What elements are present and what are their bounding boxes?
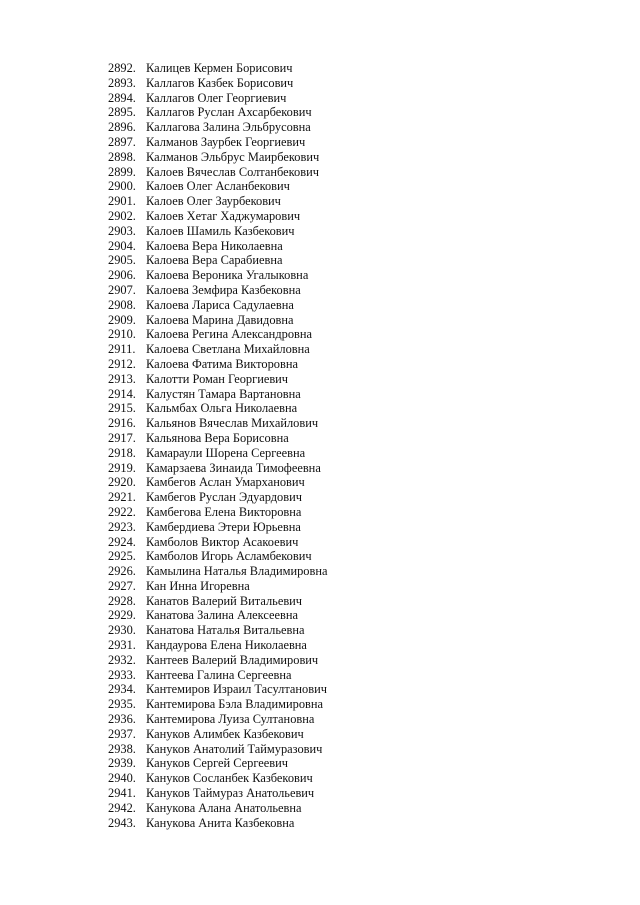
- entry-name: Кануков Анатолий Таймуразович: [146, 741, 323, 756]
- entry-name: Кан Инна Игоревна: [146, 578, 250, 593]
- entry-number: 2911.: [108, 342, 136, 357]
- entry-name: Калоев Вячеслав Солтанбекович: [146, 164, 319, 179]
- list-item: [108, 682, 327, 697]
- list-item: [108, 194, 327, 209]
- list-item: [108, 224, 327, 239]
- entry-number: 2912.: [108, 356, 136, 371]
- entry-number: 2909.: [108, 312, 136, 327]
- list-item: [108, 61, 327, 76]
- list-item: [108, 638, 327, 653]
- list-item: [108, 579, 327, 594]
- name-list: [108, 61, 327, 830]
- entry-number: 2892.: [108, 61, 136, 75]
- entry-name: Кальянов Вячеслав Михайлович: [146, 416, 319, 431]
- entry-name: Канатова Наталья Витальевна: [146, 623, 305, 638]
- entry-number: 2928.: [108, 593, 136, 608]
- list-item: [108, 446, 327, 461]
- entry-number: 2901.: [108, 194, 136, 209]
- entry-number: 2943.: [108, 815, 136, 830]
- entry-number: 2910.: [108, 327, 136, 342]
- entry-number: 2938.: [108, 741, 136, 756]
- entry-name: Калоева Регина Александровна: [146, 327, 312, 342]
- entry-number: 2903.: [108, 223, 136, 238]
- list-item: [108, 401, 327, 416]
- entry-name: Калицев Кермен Борисович: [146, 61, 293, 75]
- entry-name: Кануков Сосланбек Казбекович: [146, 771, 313, 786]
- entry-number: 2930.: [108, 623, 136, 638]
- list-item: [108, 416, 327, 431]
- entry-name: Кантемиров Израил Тасултанович: [146, 682, 327, 697]
- entry-name: Калоев Олег Асланбекович: [146, 179, 290, 194]
- entry-name: Калоева Вера Николаевна: [146, 238, 283, 253]
- entry-name: Кантеева Галина Сергеевна: [146, 667, 292, 682]
- list-item: [108, 801, 327, 816]
- list-item: [108, 623, 327, 638]
- entry-name: Камбердиева Этери Юрьевна: [146, 519, 301, 534]
- entry-name: Кануков Алимбек Казбекович: [146, 726, 304, 741]
- entry-name: Канатов Валерий Витальевич: [146, 593, 303, 608]
- entry-name: Кантемирова Бэла Владимировна: [146, 697, 324, 712]
- list-item: [108, 342, 327, 357]
- entry-number: 2929.: [108, 608, 136, 623]
- entry-number: 2923.: [108, 519, 136, 534]
- entry-name: Кантеев Валерий Владимирович: [146, 652, 319, 667]
- entry-number: 2896.: [108, 120, 136, 135]
- entry-name: Калоев Олег Заурбекович: [146, 194, 281, 209]
- entry-number: 2931.: [108, 638, 136, 653]
- entry-name: Калоев Хетаг Хаджумарович: [146, 208, 301, 223]
- list-item: [108, 771, 327, 786]
- list-item: [108, 535, 327, 550]
- entry-name: Кальмбах Ольга Николаевна: [146, 401, 298, 416]
- entry-number: 2921.: [108, 490, 136, 505]
- entry-number: 2924.: [108, 534, 136, 549]
- list-item: [108, 209, 327, 224]
- entry-name: Калоева Земфира Казбековна: [146, 282, 301, 297]
- list-item: [108, 668, 327, 683]
- list-item: [108, 105, 327, 120]
- list-item: [108, 313, 327, 328]
- entry-number: 2907.: [108, 282, 136, 297]
- entry-number: 2914.: [108, 386, 136, 401]
- entry-name: Каллагов Казбек Борисович: [146, 75, 294, 90]
- entry-name: Камбегов Руслан Эдуардович: [146, 490, 302, 505]
- entry-name: Кануков Сергей Сергеевич: [146, 756, 288, 771]
- entry-name: Калоев Шамиль Казбекович: [146, 223, 295, 238]
- entry-number: 2899.: [108, 164, 136, 179]
- entry-name: Кантемирова Луиза Султановна: [146, 712, 315, 727]
- list-item: [108, 283, 327, 298]
- entry-name: Калоева Лариса Садулаевна: [146, 297, 294, 312]
- entry-number: 2934.: [108, 682, 136, 697]
- entry-number: 2905.: [108, 253, 136, 268]
- entry-number: 2925.: [108, 549, 136, 564]
- entry-name: Кальянова Вера Борисовна: [146, 430, 289, 445]
- entry-name: Калоева Вероника Угалыковна: [146, 268, 309, 283]
- entry-number: 2918.: [108, 445, 136, 460]
- entry-name: Калотти Роман Георгиевич: [146, 371, 289, 386]
- entry-name: Калманов Эльбрус Маирбекович: [146, 149, 320, 164]
- entry-number: 2913.: [108, 371, 136, 386]
- list-item: [108, 357, 327, 372]
- entry-name: Калоева Марина Давидовна: [146, 312, 294, 327]
- list-item: [108, 431, 327, 446]
- entry-number: 2939.: [108, 756, 136, 771]
- list-item: [108, 594, 327, 609]
- list-item: [108, 756, 327, 771]
- entry-name: Канукова Алана Анатольевна: [146, 800, 302, 815]
- list-item: [108, 253, 327, 268]
- entry-number: 2936.: [108, 712, 136, 727]
- entry-name: Калустян Тамара Вартановна: [146, 386, 301, 401]
- list-item: [108, 179, 327, 194]
- entry-number: 2932.: [108, 652, 136, 667]
- list-item: [108, 727, 327, 742]
- entry-name: Камбегов Аслан Умарханович: [146, 475, 305, 490]
- list-item: [108, 564, 327, 579]
- entry-number: 2919.: [108, 460, 136, 475]
- list-item: [108, 520, 327, 535]
- entry-name: Камбегова Елена Викторовна: [146, 504, 302, 519]
- entry-name: Камараули Шорена Сергеевна: [146, 445, 306, 460]
- entry-name: Камылина Наталья Владимировна: [146, 564, 328, 579]
- entry-number: 2902.: [108, 208, 136, 223]
- entry-number: 2926.: [108, 564, 136, 579]
- list-item: [108, 268, 327, 283]
- list-item: [108, 786, 327, 801]
- entry-name: Калманов Заурбек Георгиевич: [146, 134, 306, 149]
- list-item: [108, 490, 327, 505]
- entry-name: Канукова Анита Казбековна: [146, 815, 295, 830]
- entry-name: Калоева Вера Сарабиевна: [146, 253, 283, 268]
- list-item: [108, 372, 327, 387]
- entry-number: 2900.: [108, 179, 136, 194]
- entry-number: 2922.: [108, 504, 136, 519]
- list-item: [108, 135, 327, 150]
- entry-number: 2942.: [108, 800, 136, 815]
- entry-name: Каллагов Олег Георгиевич: [146, 90, 287, 105]
- entry-number: 2916.: [108, 416, 136, 431]
- entry-name: Камболов Виктор Асакоевич: [146, 534, 299, 549]
- list-item: [108, 120, 327, 135]
- entry-number: 2906.: [108, 268, 136, 283]
- entry-number: 2897.: [108, 134, 136, 149]
- list-item: [108, 697, 327, 712]
- list-item: [108, 239, 327, 254]
- list-item: [108, 461, 327, 476]
- entry-number: 2895.: [108, 105, 136, 120]
- list-item: [108, 91, 327, 106]
- entry-number: 2927.: [108, 578, 136, 593]
- list-item: [108, 653, 327, 668]
- entry-number: 2917.: [108, 430, 136, 445]
- list-item: [108, 327, 327, 342]
- entry-name: Кандаурова Елена Николаевна: [146, 638, 307, 653]
- entry-name: Калоева Светлана Михайловна: [146, 342, 310, 357]
- list-item: [108, 712, 327, 727]
- entry-number: 2941.: [108, 786, 136, 801]
- entry-number: 2908.: [108, 297, 136, 312]
- list-item: [108, 165, 327, 180]
- entry-number: 2894.: [108, 90, 136, 105]
- entry-number: 2904.: [108, 238, 136, 253]
- entry-name: Кануков Таймураз Анатольевич: [146, 786, 315, 801]
- entry-number: 2920.: [108, 475, 136, 490]
- list-item: [108, 816, 327, 831]
- entry-name: Камболов Игорь Асламбекович: [146, 549, 312, 564]
- list-item: [108, 475, 327, 490]
- entry-name: Канатова Залина Алексеевна: [146, 608, 298, 623]
- entry-name: Каллагов Руслан Ахсарбекович: [146, 105, 312, 120]
- entry-name: Каллагова Залина Эльбрусовна: [146, 120, 311, 135]
- entry-name: Камарзаева Зинаида Тимофеевна: [146, 460, 321, 475]
- entry-number: 2915.: [108, 401, 136, 416]
- list-item: [108, 549, 327, 564]
- list-item: [108, 387, 327, 402]
- list-item: [108, 76, 327, 91]
- list-item: [108, 505, 327, 520]
- list-item: [108, 608, 327, 623]
- entry-number: 2893.: [108, 75, 136, 90]
- entry-name: Калоева Фатима Викторовна: [146, 356, 298, 371]
- list-item: [108, 742, 327, 757]
- list-item: [108, 298, 327, 313]
- entry-number: 2937.: [108, 726, 136, 741]
- entry-number: 2898.: [108, 149, 136, 164]
- entry-number: 2940.: [108, 771, 136, 786]
- list-item: [108, 150, 327, 165]
- entry-number: 2933.: [108, 667, 136, 682]
- entry-number: 2935.: [108, 697, 136, 712]
